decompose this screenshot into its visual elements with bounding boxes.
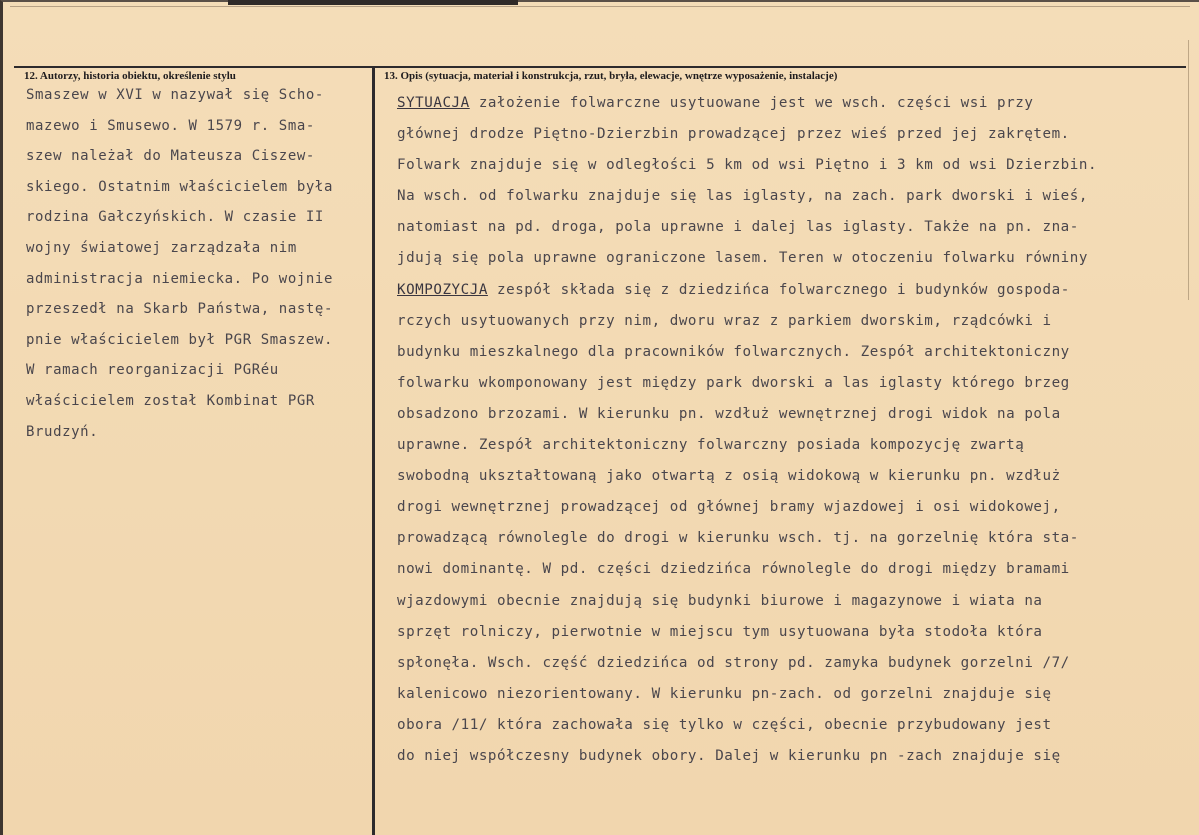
- history-line: pnie właścicielem był PGR Smaszew.: [26, 331, 333, 348]
- top-binding-strip: [228, 0, 518, 5]
- description-line: nowi dominantę. W pd. części dziedzińca równolegle do drogi między bramami: [397, 561, 1070, 578]
- section-13-body: [397, 88, 1097, 772]
- history-line: wojny światowej zarządzała nim: [26, 239, 297, 256]
- history-line: administracja niemiecka. Po wojnie: [26, 270, 333, 287]
- description-line: Na wsch. od folwarku znajduje się las iglasty, na zach. park dworski i wieś,: [397, 188, 1088, 205]
- description-line: jdują się pola uprawne ograniczone lasem. Teren w otoczeniu folwarku równiny: [397, 250, 1088, 267]
- right-edge-rule: [1188, 40, 1189, 300]
- description-line: spłonęła. Wsch. część dziedzińca od strony pd. zamyka budynek gorzelni /7/: [397, 654, 1070, 671]
- description-line: prowadzącą równolegle do drogi w kierunku wsch. tj. na gorzelnię która sta-: [397, 530, 1079, 547]
- description-line: natomiast na pd. droga, pola uprawne i dalej las iglasty. Także na pn. zna-: [397, 219, 1079, 236]
- description-line: [397, 88, 1097, 119]
- description-line: budynku mieszkalnego dla pracowników folwarcznych. Zespół architektoniczny: [397, 343, 1070, 360]
- history-line: szew należał do Mateusza Ciszew-: [26, 148, 315, 165]
- history-line: Smaszew w XVI w nazywał się Scho-: [26, 87, 324, 103]
- top-rule: [10, 6, 1190, 7]
- history-line: skiego. Ostatnim właścicielem była: [26, 178, 333, 195]
- history-line: W ramach reorganizacji PGRéu: [26, 362, 279, 379]
- section-13-number: 13.: [384, 70, 398, 82]
- description-line: sprzęt rolniczy, pierwotnie w miejscu tym usytuowana była stodoła która: [397, 623, 1043, 640]
- description-line: obsadzono brzozami. W kierunku pn. wzdłuż wewnętrznej drogi widok na pola: [397, 405, 1061, 422]
- history-line: mazewo i Smusewo. W 1579 r. Sma-: [26, 117, 315, 134]
- history-line: przeszedł na Skarb Państwa, nastę-: [26, 301, 333, 318]
- history-line: Brudzyń.: [26, 423, 99, 440]
- description-line: uprawne. Zespół architektoniczny folwarczny posiada kompozycję zwartą: [397, 437, 1025, 454]
- description-text: zespół składa się z dziedzińca folwarcznego i budynków gospoda-: [487, 281, 1070, 298]
- section-12-title: Autorzy, historia obiektu, określenie stylu: [39, 70, 236, 82]
- description-line: drogi wewnętrznej prowadzącej od głównej bramy wjazdowej i osi widokowej,: [397, 499, 1061, 516]
- section-12-body: [26, 80, 333, 447]
- description-line: rczych usytuowanych przy nim, dworu wraz z parkiem dworskim, rządcówki i: [397, 312, 1052, 329]
- section-13-heading: [384, 70, 837, 82]
- description-line: wjazdowymi obecnie znajdują się budynki biurowe i magazynowe i wiata na: [397, 592, 1043, 609]
- header-divider: [14, 66, 1186, 68]
- history-line: właścicielem został Kombinat PGR: [26, 392, 315, 409]
- description-line: [397, 275, 1097, 306]
- description-line: do niej współczesny budynek obory. Dalej w kierunku pn -zach znajduje się: [397, 747, 1061, 764]
- column-divider: [372, 66, 375, 835]
- description-line: obora /11/ która zachowała się tylko w części, obecnie przybudowany jest: [397, 716, 1052, 733]
- description-line: swobodną ukształtowaną jako otwartą z osią widokową w kierunku pn. wzdłuż: [397, 468, 1061, 485]
- description-line: kalenicowo niezorientowany. W kierunku pn-zach. od gorzelni znajduje się: [397, 685, 1052, 702]
- description-line: głównej drodze Piętno-Dzierzbin prowadzącej przez wieś przed jej zakrętem.: [397, 126, 1070, 143]
- description-line: folwarku wkomponowany jest między park dworski a las iglasty którego brzeg: [397, 374, 1070, 391]
- situation-label: SYTUACJA: [397, 95, 470, 111]
- section-13-title: Opis (sytuacja, materiał i konstrukcja, rzut, bryła, elewacje, wnętrze wyposażenie, instalacje): [400, 70, 838, 82]
- description-text: założenie folwarczne usytuowane jest we wsch. części wsi przy: [469, 95, 1034, 111]
- history-line: rodzina Gałczyńskich. W czasie II: [26, 209, 324, 226]
- description-line: Folwark znajduje się w odległości 5 km od wsi Piętno i 3 km od wsi Dzierzbin.: [397, 157, 1098, 174]
- composition-label: KOMPOZYCJA: [397, 281, 488, 298]
- section-12-number: 12.: [24, 70, 38, 82]
